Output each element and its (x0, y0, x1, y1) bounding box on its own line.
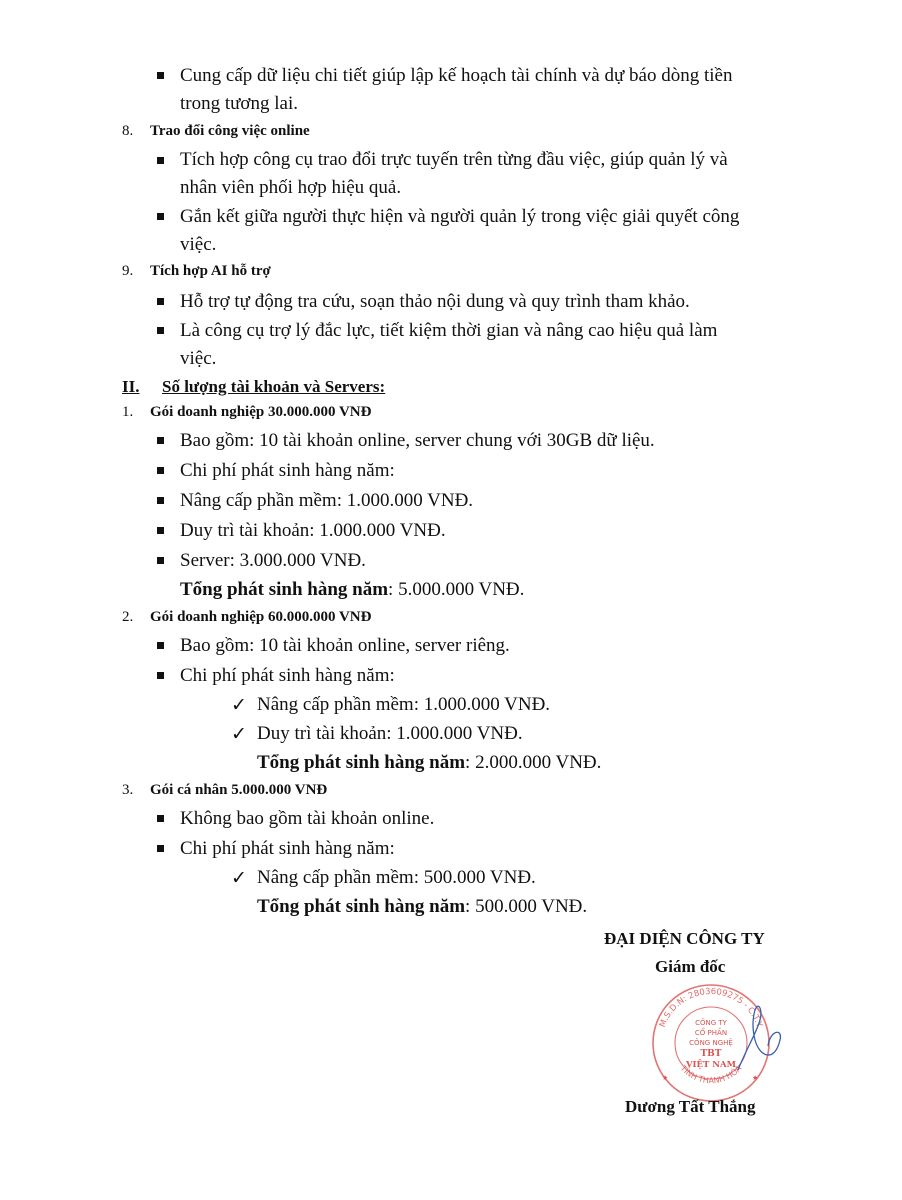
total-line (257, 749, 601, 777)
square-bullet-icon (157, 467, 164, 474)
body-text: Chi phí phát sinh hàng năm: (180, 665, 395, 686)
square-bullet-icon (157, 437, 164, 444)
body-text: Nâng cấp phần mềm: 500.000 VNĐ. (257, 867, 536, 888)
list-number: 1. (122, 404, 134, 420)
body-text: việc. (180, 348, 217, 369)
subheading: Tích hợp AI hỗ trợ (150, 263, 271, 279)
square-bullet-icon (157, 557, 164, 564)
subheading: Gói doanh nghiệp 30.000.000 VNĐ (150, 404, 372, 420)
total-label: Tổng phát sinh hàng năm (257, 752, 466, 773)
body-text: Bao gồm: 10 tài khoản online, server chung với 30GB dữ liệu. (180, 430, 655, 451)
svg-text:CÔNG TY: CÔNG TY (695, 1019, 727, 1027)
body-text: Không bao gồm tài khoản online. (180, 808, 435, 829)
square-bullet-icon (157, 527, 164, 534)
body-text: việc. (180, 234, 217, 255)
list-number: 8. (122, 123, 134, 139)
signer-role: Giám đốc (655, 957, 726, 976)
square-bullet-icon (157, 815, 164, 822)
list-number: 9. (122, 263, 134, 279)
body-text: Duy trì tài khoản: 1.000.000 VNĐ. (257, 723, 523, 744)
subheading: Gói doanh nghiệp 60.000.000 VNĐ (150, 609, 372, 625)
section-number: II. (122, 377, 140, 396)
square-bullet-icon (157, 327, 164, 334)
section-title: Số lượng tài khoản và Servers: (162, 377, 386, 396)
body-text: Tích hợp công cụ trao đổi trực tuyến trên từng đầu việc, giúp quản lý và (180, 149, 728, 170)
body-text: nhân viên phối hợp hiệu quả. (180, 177, 402, 198)
list-number: 3. (122, 782, 134, 798)
svg-text:CỔ PHẦN: CỔ PHẦN (694, 1029, 728, 1037)
total-line (180, 576, 524, 604)
body-text: Chi phí phát sinh hàng năm: (180, 838, 395, 859)
svg-text:★: ★ (662, 1074, 669, 1082)
body-text: Server: 3.000.000 VNĐ. (180, 550, 366, 571)
check-icon: ✓ (231, 867, 247, 889)
square-bullet-icon (157, 213, 164, 220)
square-bullet-icon (157, 672, 164, 679)
square-bullet-icon (157, 72, 164, 79)
body-text: Bao gồm: 10 tài khoản online, server riêng. (180, 635, 510, 656)
body-text: Nâng cấp phần mềm: 1.000.000 VNĐ. (257, 694, 551, 715)
total-label: Tổng phát sinh hàng năm (257, 896, 466, 917)
square-bullet-icon (157, 497, 164, 504)
body-text: Hỗ trợ tự động tra cứu, soạn thảo nội dung và quy trình tham khảo. (180, 291, 690, 312)
body-text: Cung cấp dữ liệu chi tiết giúp lập kế hoạch tài chính và dự báo dòng tiền (180, 65, 733, 86)
total-label: Tổng phát sinh hàng năm (180, 579, 389, 600)
handwritten-signature (720, 1000, 790, 1080)
svg-text:VIỆT NAM: VIỆT NAM (685, 1060, 737, 1070)
check-icon: ✓ (231, 694, 247, 716)
total-value: : 2.000.000 VNĐ. (465, 752, 602, 773)
check-icon: ✓ (231, 723, 247, 745)
square-bullet-icon (157, 845, 164, 852)
signer-name: Dương Tất Thắng (625, 1097, 756, 1116)
body-text: Chi phí phát sinh hàng năm: (180, 460, 395, 481)
list-number: 2. (122, 609, 134, 625)
svg-text:CÔNG NGHỆ: CÔNG NGHỆ (689, 1039, 733, 1047)
body-text: Duy trì tài khoản: 1.000.000 VNĐ. (180, 520, 446, 541)
square-bullet-icon (157, 157, 164, 164)
svg-text:TBT: TBT (700, 1049, 722, 1059)
svg-text:M.S.D.N: 2803609275 - C.T.Y: M.S.D.N: 2803609275 - C.T.Y (657, 986, 765, 1029)
square-bullet-icon (157, 642, 164, 649)
svg-text:TỈNH THANH HÓA: TỈNH THANH HÓA (678, 1063, 744, 1086)
square-bullet-icon (157, 298, 164, 305)
total-line (257, 893, 587, 921)
subheading: Gói cá nhân 5.000.000 VNĐ (150, 782, 328, 798)
svg-text:★: ★ (752, 1074, 759, 1082)
body-text: Gắn kết giữa người thực hiện và người quản lý trong việc giải quyết công (180, 206, 740, 227)
subheading: Trao đổi công việc online (150, 123, 310, 139)
total-value: : 500.000 VNĐ. (465, 896, 588, 917)
body-text: trong tương lai. (180, 93, 298, 114)
total-value: : 5.000.000 VNĐ. (388, 579, 525, 600)
company-representative: ĐẠI DIỆN CÔNG TY (604, 929, 765, 948)
body-text: Là công cụ trợ lý đắc lực, tiết kiệm thời gian và nâng cao hiệu quả làm (180, 320, 718, 341)
body-text: Nâng cấp phần mềm: 1.000.000 VNĐ. (180, 490, 474, 511)
